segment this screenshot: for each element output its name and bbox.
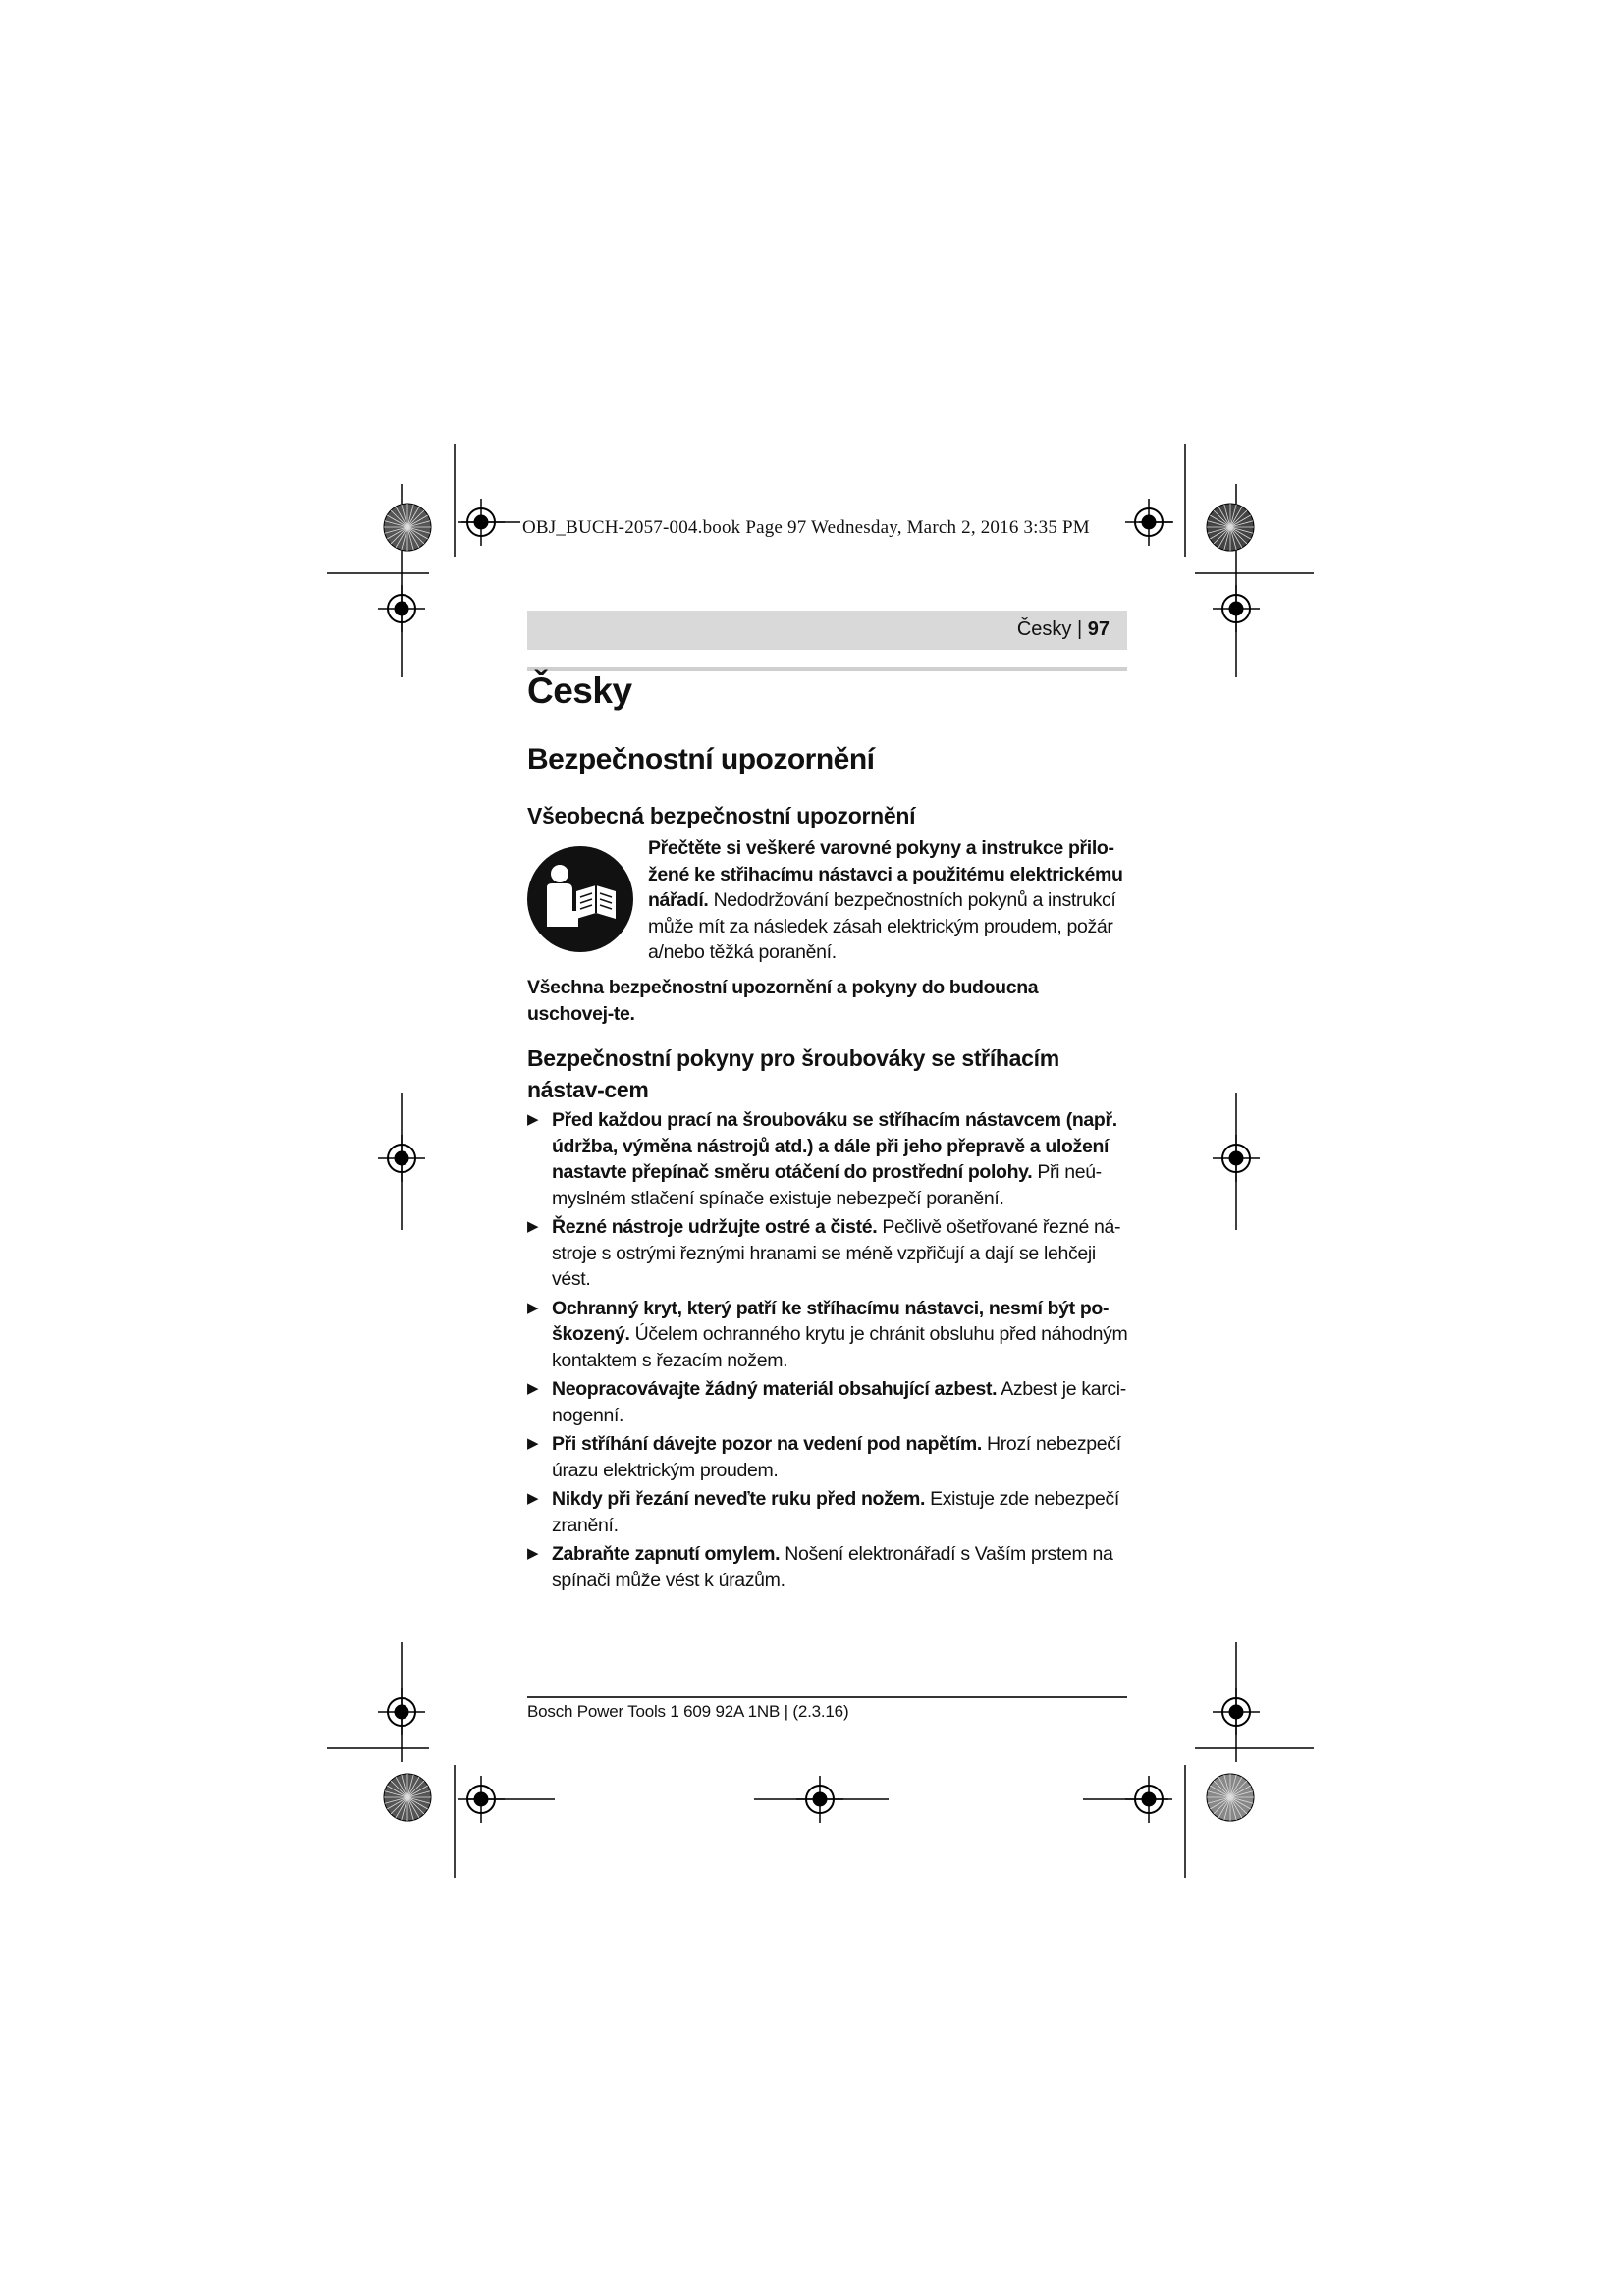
- registration-mark-icon: [378, 1688, 425, 1735]
- keep-instructions-notice: Všechna bezpečnostní upozornění a pokyny do budoucna uschovej-te.: [527, 977, 1039, 1025]
- list-item-bold: Před každou prací na šroubováku se stříhacím nástavcem (např. údržba, výměna nástrojů atd.) a dále při jeho přepravě a uložení nastavte přepínač směru otáčení do prostřední polohy.: [552, 1109, 1117, 1183]
- registration-mark-icon: [458, 499, 505, 546]
- color-target-icon: [1207, 504, 1254, 551]
- read-manual-icon: [527, 846, 633, 952]
- shear-safety-heading: Bezpečnostní pokyny pro šroubováky se stříhacím nástav-cem: [527, 1045, 1059, 1102]
- footer-rule: [527, 1696, 1127, 1698]
- general-intro-text: Nedodržování bezpečnostních pokynů a instrukcí může mít za následek zásah elektrickým proudem, požár a/nebo těžká poranění.: [648, 889, 1116, 963]
- shear-safety-list: [527, 1107, 1128, 1596]
- list-item-text: Azbest je karci-nogenní.: [552, 1378, 1126, 1426]
- list-item-text: Nošení elektronářadí s Vaším prstem na spínači může vést k úrazům.: [552, 1543, 1113, 1591]
- color-target-icon: [1207, 1774, 1254, 1821]
- registration-mark-icon: [458, 1776, 505, 1823]
- list-item-text: Účelem ochranného krytu je chránit obsluhu před náhodným kontaktem s řezacím nožem.: [552, 1323, 1128, 1371]
- running-header: [527, 611, 1127, 650]
- registration-mark-icon: [1125, 1776, 1172, 1823]
- registration-mark-icon: [1213, 1688, 1260, 1735]
- list-item-text: Při neú-myslném stlačení spínače existuje nebezpečí poranění.: [552, 1161, 1102, 1209]
- list-item: [527, 1214, 1128, 1293]
- list-item: [527, 1296, 1128, 1374]
- page-title: Česky: [527, 670, 632, 711]
- print-slug: OBJ_BUCH-2057-004.book Page 97 Wednesday, March 2, 2016 3:35 PM: [522, 517, 1090, 538]
- list-item-bold: Řezné nástroje udržujte ostré a čisté.: [552, 1216, 878, 1238]
- general-safety-heading: Všeobecná bezpečnostní upozornění: [527, 803, 916, 828]
- header-page-number: 97: [1087, 618, 1110, 640]
- list-item-bold: Neopracovávajte žádný materiál obsahující azbest.: [552, 1378, 998, 1400]
- list-item-bold: Zabraňte zapnutí omylem.: [552, 1543, 781, 1565]
- registration-mark-icon: [1213, 585, 1260, 632]
- list-item-bold: Nikdy při řezání neveďte ruku před nožem.: [552, 1488, 926, 1510]
- general-intro: [648, 835, 1129, 966]
- bullet-icon: ▶: [527, 1490, 539, 1507]
- color-target-icon: [384, 504, 431, 551]
- list-item-bold: Při stříhání dávejte pozor na vedení pod napětím.: [552, 1433, 982, 1455]
- bullet-icon: ▶: [527, 1111, 539, 1128]
- list-item-text: Hrozí nebezpečí úrazu elektrickým proudem.: [552, 1433, 1121, 1481]
- general-intro-bold: Přečtěte si veškeré varovné pokyny a instrukce přilo-žené ke střihacímu nástavci a použitému elektrickému nářadí.: [648, 837, 1123, 911]
- registration-mark-icon: [1213, 1135, 1260, 1182]
- list-item-text: Pečlivě ošetřované řezné ná-stroje s ostrými řeznými hranami se méně vzpřičují a dají se lehčeji vést.: [552, 1216, 1121, 1290]
- color-target-icon: [384, 1774, 431, 1821]
- registration-mark-icon: [1125, 499, 1172, 546]
- bullet-icon: ▶: [527, 1435, 539, 1452]
- section-title: Bezpečnostní upozornění: [527, 743, 875, 775]
- registration-mark-icon: [796, 1776, 843, 1823]
- header-text: [1017, 618, 1110, 641]
- page-footer: Bosch Power Tools 1 609 92A 1NB | (2.3.16): [527, 1702, 849, 1721]
- registration-mark-icon: [378, 585, 425, 632]
- bullet-icon: ▶: [527, 1545, 539, 1562]
- list-item: [527, 1107, 1128, 1211]
- bullet-icon: ▶: [527, 1380, 539, 1397]
- header-language: Česky: [1016, 618, 1072, 640]
- list-item: [527, 1431, 1128, 1483]
- bullet-icon: ▶: [527, 1299, 539, 1316]
- list-item: [527, 1486, 1128, 1538]
- list-item-bold: Ochranný kryt, který patří ke stříhacímu nástavci, nesmí být po-škozený.: [552, 1297, 1110, 1345]
- list-item: [527, 1541, 1128, 1593]
- list-item: [527, 1376, 1128, 1428]
- registration-mark-icon: [378, 1135, 425, 1182]
- bullet-icon: ▶: [527, 1218, 539, 1235]
- list-item-text: Existuje zde nebezpečí zranění.: [552, 1488, 1119, 1536]
- header-separator: |: [1076, 618, 1083, 640]
